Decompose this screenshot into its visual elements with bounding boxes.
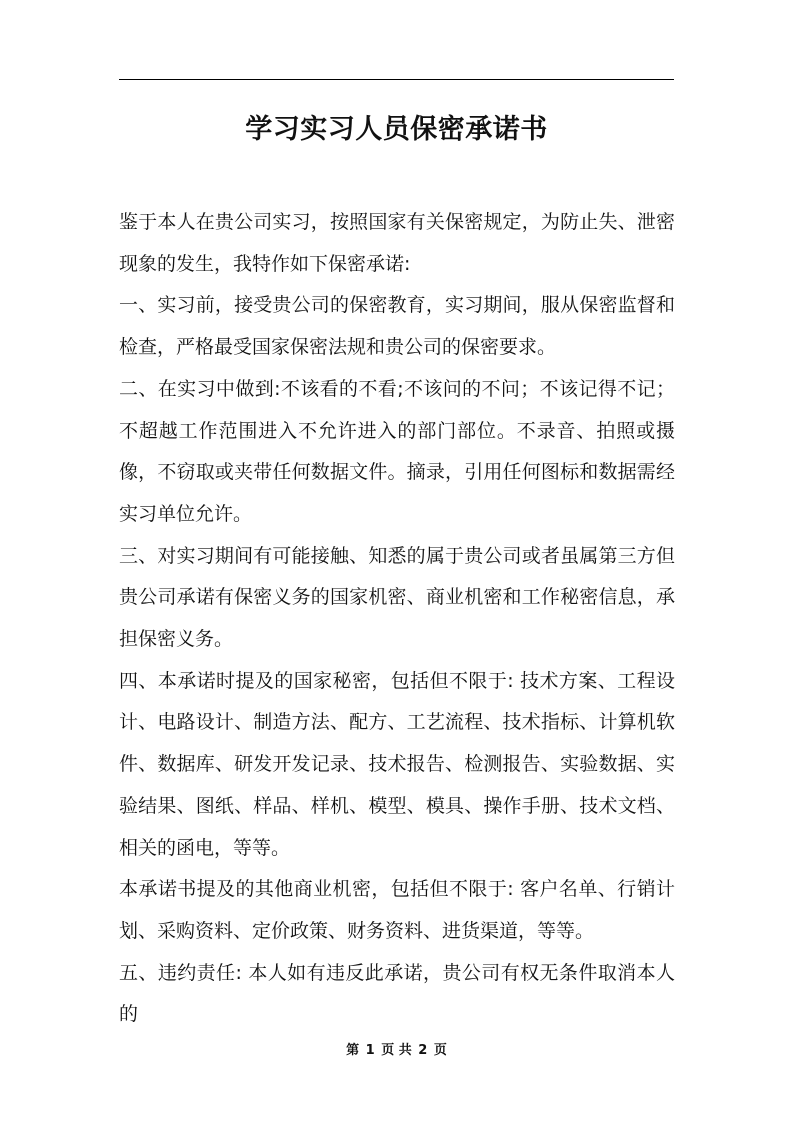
document-body xyxy=(119,202,675,1036)
footer-prefix: 第 xyxy=(346,1043,360,1058)
paragraph-clause-5: 五、违约责任: 本人如有违反此承诺，贵公司有权无条件取消本人的 xyxy=(119,961,675,1026)
footer-middle: 页 共 xyxy=(381,1043,412,1058)
paragraph-clause-1: 一、实习前，接受贵公司的保密教育，实习期间，服从保密监督和检查，严格最受国家保密法规和贵公司的保密要求。 xyxy=(119,294,675,359)
page-footer xyxy=(0,1042,793,1060)
document-title: 学习实习人员保密承诺书 xyxy=(245,114,548,145)
footer-suffix: 页 xyxy=(433,1043,447,1058)
paragraph-clause-3: 三、对实习期间有可能接触、知悉的属于贵公司或者虽属第三方但贵公司承诺有保密义务的国家机密、商业机密和工作秘密信息，承担保密义务。 xyxy=(119,544,675,651)
header-rule xyxy=(119,79,674,80)
footer-total-pages: 2 xyxy=(418,1043,428,1058)
paragraph-clause-2: 二、在实习中做到:不该看的不看;不该问的不问；不该记得不记；不超越工作范围进入不允许进入的部门部位。不录音、拍照或摄像，不窃取或夹带任何数据文件。摘录，引用任何图标和数据需经实习单位允许。 xyxy=(119,377,675,525)
footer-page-number: 1 xyxy=(365,1043,375,1058)
paragraph-other-secrets: 本承诺书提及的其他商业机密，包括但不限于: 客户名单、行销计划、采购资料、定价政策、财务资料、进货渠道，等等。 xyxy=(119,878,675,942)
paragraph-intro: 鉴于本人在贵公司实习，按照国家有关保密规定，为防止失、泄密现象的发生，我特作如下保密承诺: xyxy=(119,211,675,275)
paragraph-clause-4: 四、本承诺时提及的国家秘密，包括但不限于: 技术方案、工程设计、电路设计、制造方法、配方、工艺流程、技术指标、计算机软件、数据库、研发开发记录、技术报告、检测报告、实验数据、实验结果、图纸、样品、样机、模型、模具、操作手册、技术文档、相关的函电，等等。 xyxy=(119,669,675,859)
